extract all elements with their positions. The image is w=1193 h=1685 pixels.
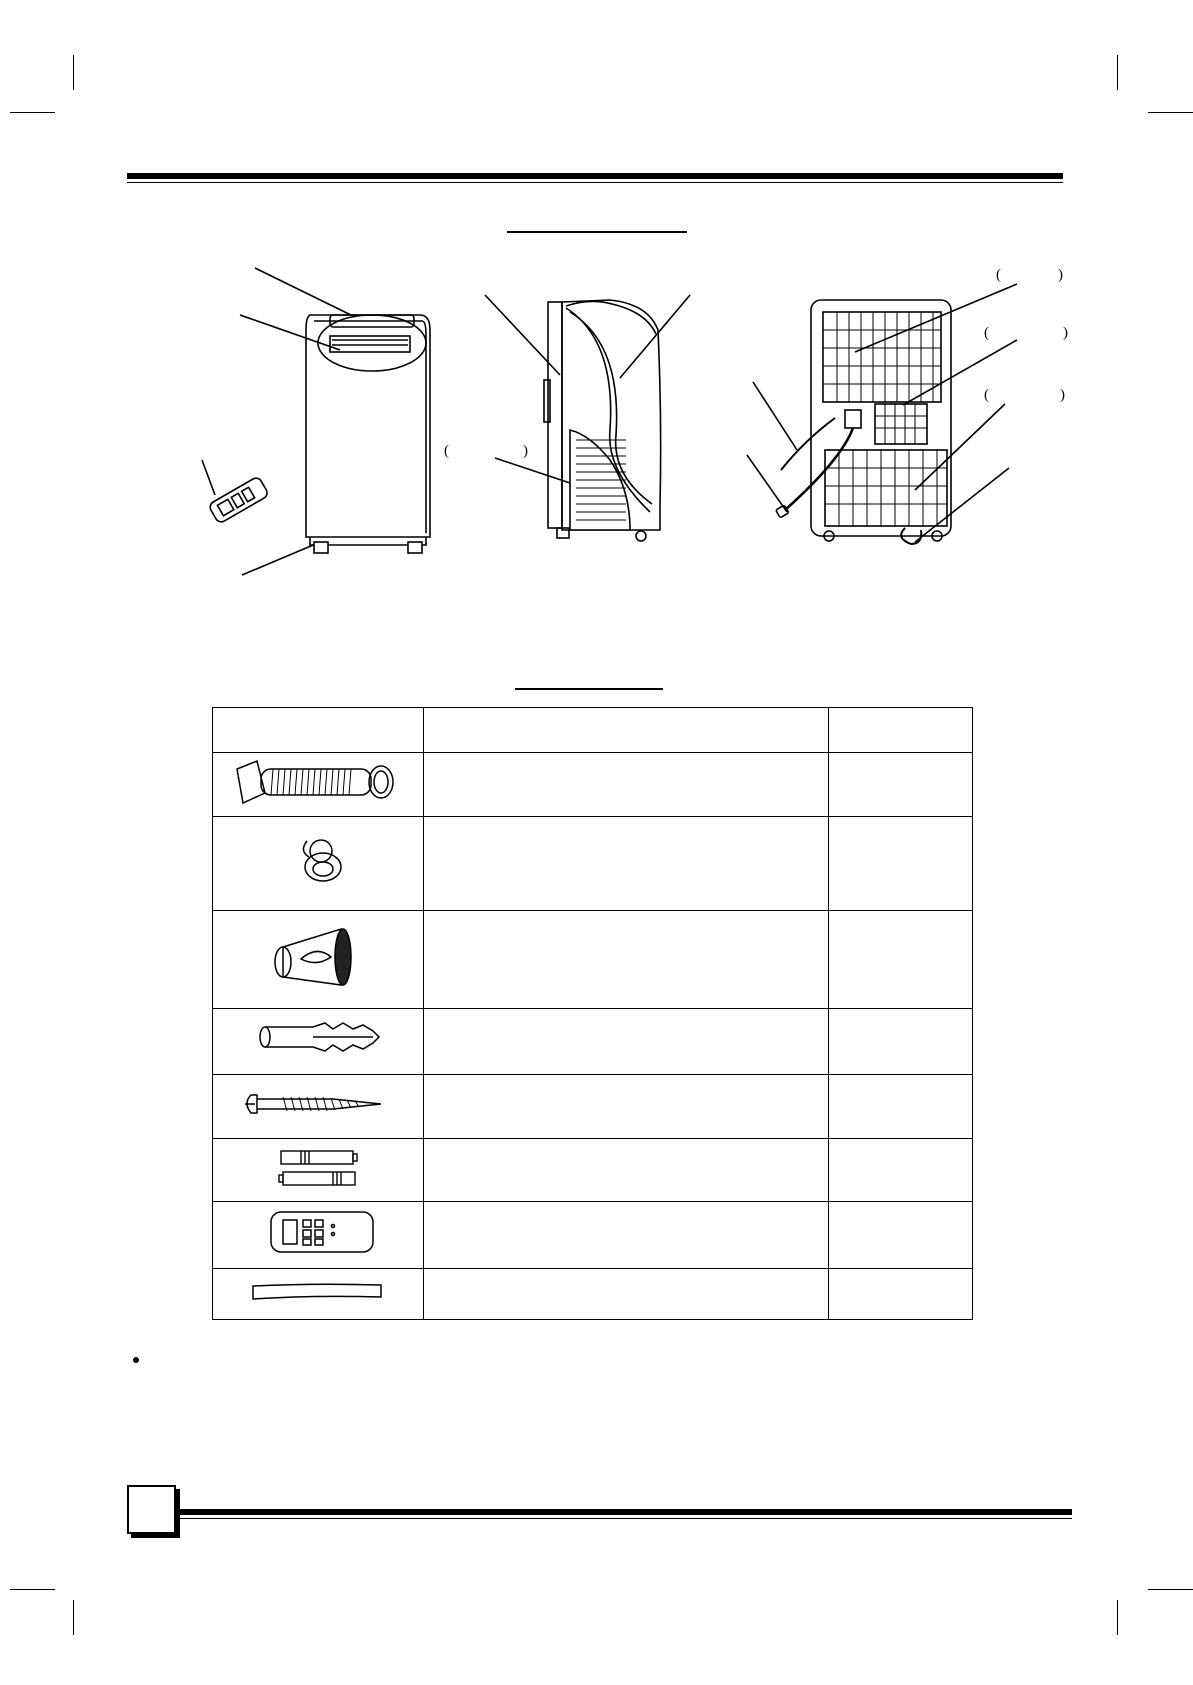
back-label-3-open: (: [984, 387, 989, 403]
screw-icon: [213, 1075, 423, 1133]
side-label-close: ): [523, 443, 528, 459]
accessories-table: [212, 707, 973, 1320]
table-header-row: [213, 708, 973, 753]
table-row: [213, 817, 973, 911]
header-cell: [213, 708, 424, 753]
crop-mark: [1148, 112, 1193, 113]
crop-mark: [1117, 1600, 1118, 1635]
part-qty: [829, 1139, 973, 1202]
part-qty: [829, 911, 973, 1009]
part-name: [424, 1009, 829, 1075]
part-qty: [829, 1075, 973, 1139]
note-bullet: [133, 1357, 139, 1363]
parts-heading-underline: [515, 688, 663, 690]
sealing-strip-icon: [213, 1269, 423, 1314]
table-row: [213, 1269, 973, 1320]
part-name: [424, 911, 829, 1009]
crop-mark: [1117, 55, 1118, 90]
back-label-2-open: (: [984, 325, 989, 341]
air-conditioner-front-icon: [190, 255, 450, 575]
header-cell: [829, 708, 973, 753]
back-label-1-open: (: [996, 267, 1001, 283]
part-name: [424, 1269, 829, 1320]
drain-plug-icon: [213, 817, 423, 905]
header-rule-thin: [127, 182, 1063, 183]
part-qty: [829, 1009, 973, 1075]
crop-mark: [73, 55, 74, 90]
part-qty: [829, 1269, 973, 1320]
table-row: [213, 753, 973, 817]
table-row: [213, 1009, 973, 1075]
part-name: [424, 817, 829, 911]
part-qty: [829, 753, 973, 817]
part-name: [424, 1075, 829, 1139]
part-qty: [829, 1202, 973, 1269]
part-name: [424, 753, 829, 817]
batteries-icon: [213, 1139, 423, 1196]
back-label-2-close: ): [1063, 325, 1068, 341]
footer-rule: [178, 1509, 1072, 1515]
wall-anchor-icon: [213, 1009, 423, 1069]
crop-mark: [1148, 1589, 1193, 1590]
crop-mark: [10, 112, 55, 113]
table-row: [213, 1075, 973, 1139]
header-rule: [127, 173, 1063, 179]
table-row: [213, 911, 973, 1009]
table-row: [213, 1139, 973, 1202]
table-row: [213, 1202, 973, 1269]
back-label-3-close: ): [1060, 387, 1065, 403]
footer-rule-thin: [178, 1518, 1072, 1519]
part-name: [424, 1139, 829, 1202]
part-qty: [829, 817, 973, 911]
crop-mark: [73, 1600, 74, 1635]
section-heading-underline: [507, 231, 687, 233]
back-label-1-close: ): [1058, 267, 1063, 283]
part-name: [424, 1202, 829, 1269]
remote-control-icon: [213, 1202, 423, 1263]
air-conditioner-side-icon: [440, 290, 700, 545]
crop-mark: [10, 1589, 55, 1590]
header-cell: [424, 708, 829, 753]
side-label-open: (: [444, 443, 449, 459]
exhaust-adapter-icon: [213, 911, 423, 1003]
page-number-box: [127, 1485, 176, 1534]
exhaust-hose-icon: [213, 753, 423, 811]
air-conditioner-back-icon: [745, 260, 1020, 550]
